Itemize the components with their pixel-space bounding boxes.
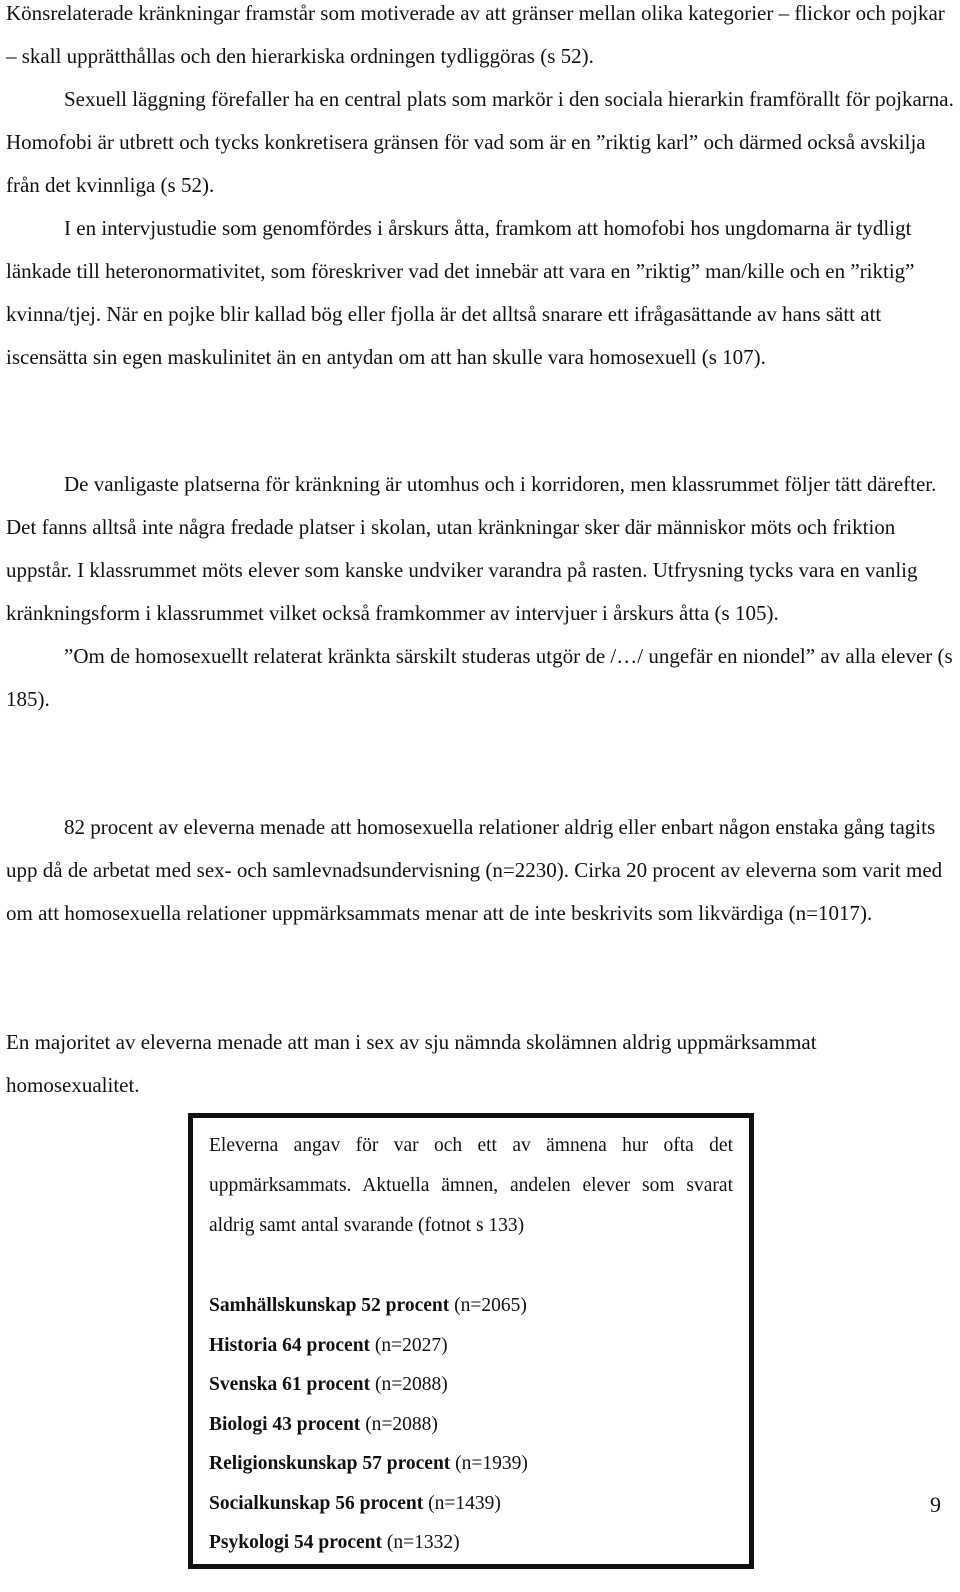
subject-label: Historia 64 procent [209, 1334, 371, 1356]
text-block-2 [6, 463, 954, 721]
text-block-3 [6, 806, 954, 935]
list-item [209, 1523, 733, 1563]
paragraph-4: De vanligaste platserna för kränkning är utomhus och i korridoren, men klassrummet följer tätt därefter. Det fanns alltså inte några fredade platser i skolan, utan kränkningar sker där människor möts och friktion uppstår. I klassrummet möts elever som kanske undviker varandra på rasten. Utfrysning tycks vara en vanlig kränkningsform i klassrummet vilket också framkommer av intervjuer i årskurs åtta (s 105). [6, 472, 937, 625]
page-number: 9 [930, 1492, 941, 1517]
subject-count: (n=1439) [428, 1492, 501, 1514]
paragraph-2: Sexuell läggning förefaller ha en central plats som markör i den sociala hierarkin framförallt för pojkarna. Homofobi är utbrett och tycks konkretisera gränsen för vad som är en ”riktig karl” och därmed också avskilja från det kvinnliga (s 52). [6, 87, 954, 197]
subject-count: (n=1332) [386, 1532, 460, 1553]
subject-label: Svenska 61 procent [209, 1374, 371, 1395]
subject-count: (n=2088) [374, 1374, 448, 1395]
list-item [209, 1405, 733, 1445]
subject-count: (n=2088) [365, 1413, 438, 1435]
list-item [209, 1365, 733, 1405]
list-item [209, 1444, 733, 1484]
list-item [209, 1286, 733, 1326]
subject-label: Samhällskunskap 52 procent [209, 1295, 450, 1316]
list-item [209, 1484, 733, 1524]
subject-list [209, 1286, 733, 1563]
paragraph-5: ”Om de homosexuellt relaterat kränkta särskilt studeras utgör de /…/ ungefär en niondel” av alla elever (s 185). [6, 644, 953, 711]
subject-count: (n=2027) [374, 1334, 448, 1356]
subject-label: Socialkunskap 56 procent [209, 1492, 424, 1514]
subject-label: Religionskunskap 57 procent [209, 1453, 451, 1474]
fact-box [188, 1113, 754, 1569]
paragraph-3: I en intervjustudie som genomfördes i årskurs åtta, framkom att homofobi hos ungdomarna är tydligt länkade till heteronormativitet, som föreskriver vad det innebär att vara en ”riktig” man/kille och en ”riktig” kvinna/tjej. När en pojke blir kallad bög eller fjolla är det alltså snarare ett ifrågasättande av hans sätt att iscensätta sin egen maskulinitet än en antydan om att han skulle vara homosexuell (s 107). [6, 216, 915, 369]
paragraph-1: Könsrelaterade kränkningar framstår som motiverade av att gränser mellan olika kategorier – flickor och pojkar – skall upprätthållas och den hierarkiska ordningen tydliggöras (s 52). [6, 1, 945, 68]
paragraph-6: 82 procent av eleverna menade att homosexuella relationer aldrig eller enbart någon enstaka gång tagits upp då de arbetat med sex- och samlevnadsundervisning (n=2230). Cirka 20 procent av eleverna som varit med om att homosexuella relationer uppmärksammats menar att de inte beskrivits som likvärdiga (n=1017). [6, 815, 943, 925]
fact-box-intro: Eleverna angav för var och ett av ämnena hur ofta det uppmärksammats. Aktuella ämnen, andelen elever som svarat aldrig samt antal svarande (fotnot s 133) [209, 1135, 733, 1236]
subject-label: Psykologi 54 procent [209, 1532, 382, 1553]
text-block-1 [6, 0, 954, 379]
subject-count: (n=1939) [455, 1453, 528, 1474]
list-item [209, 1326, 733, 1366]
subject-label: Biologi 43 procent [209, 1413, 361, 1435]
paragraph-7: En majoritet av eleverna menade att man i sex av sju nämnda skolämnen aldrig uppmärksammat homosexualitet. [6, 1030, 817, 1097]
text-block-4 [6, 1021, 954, 1107]
subject-count: (n=2065) [454, 1295, 527, 1316]
